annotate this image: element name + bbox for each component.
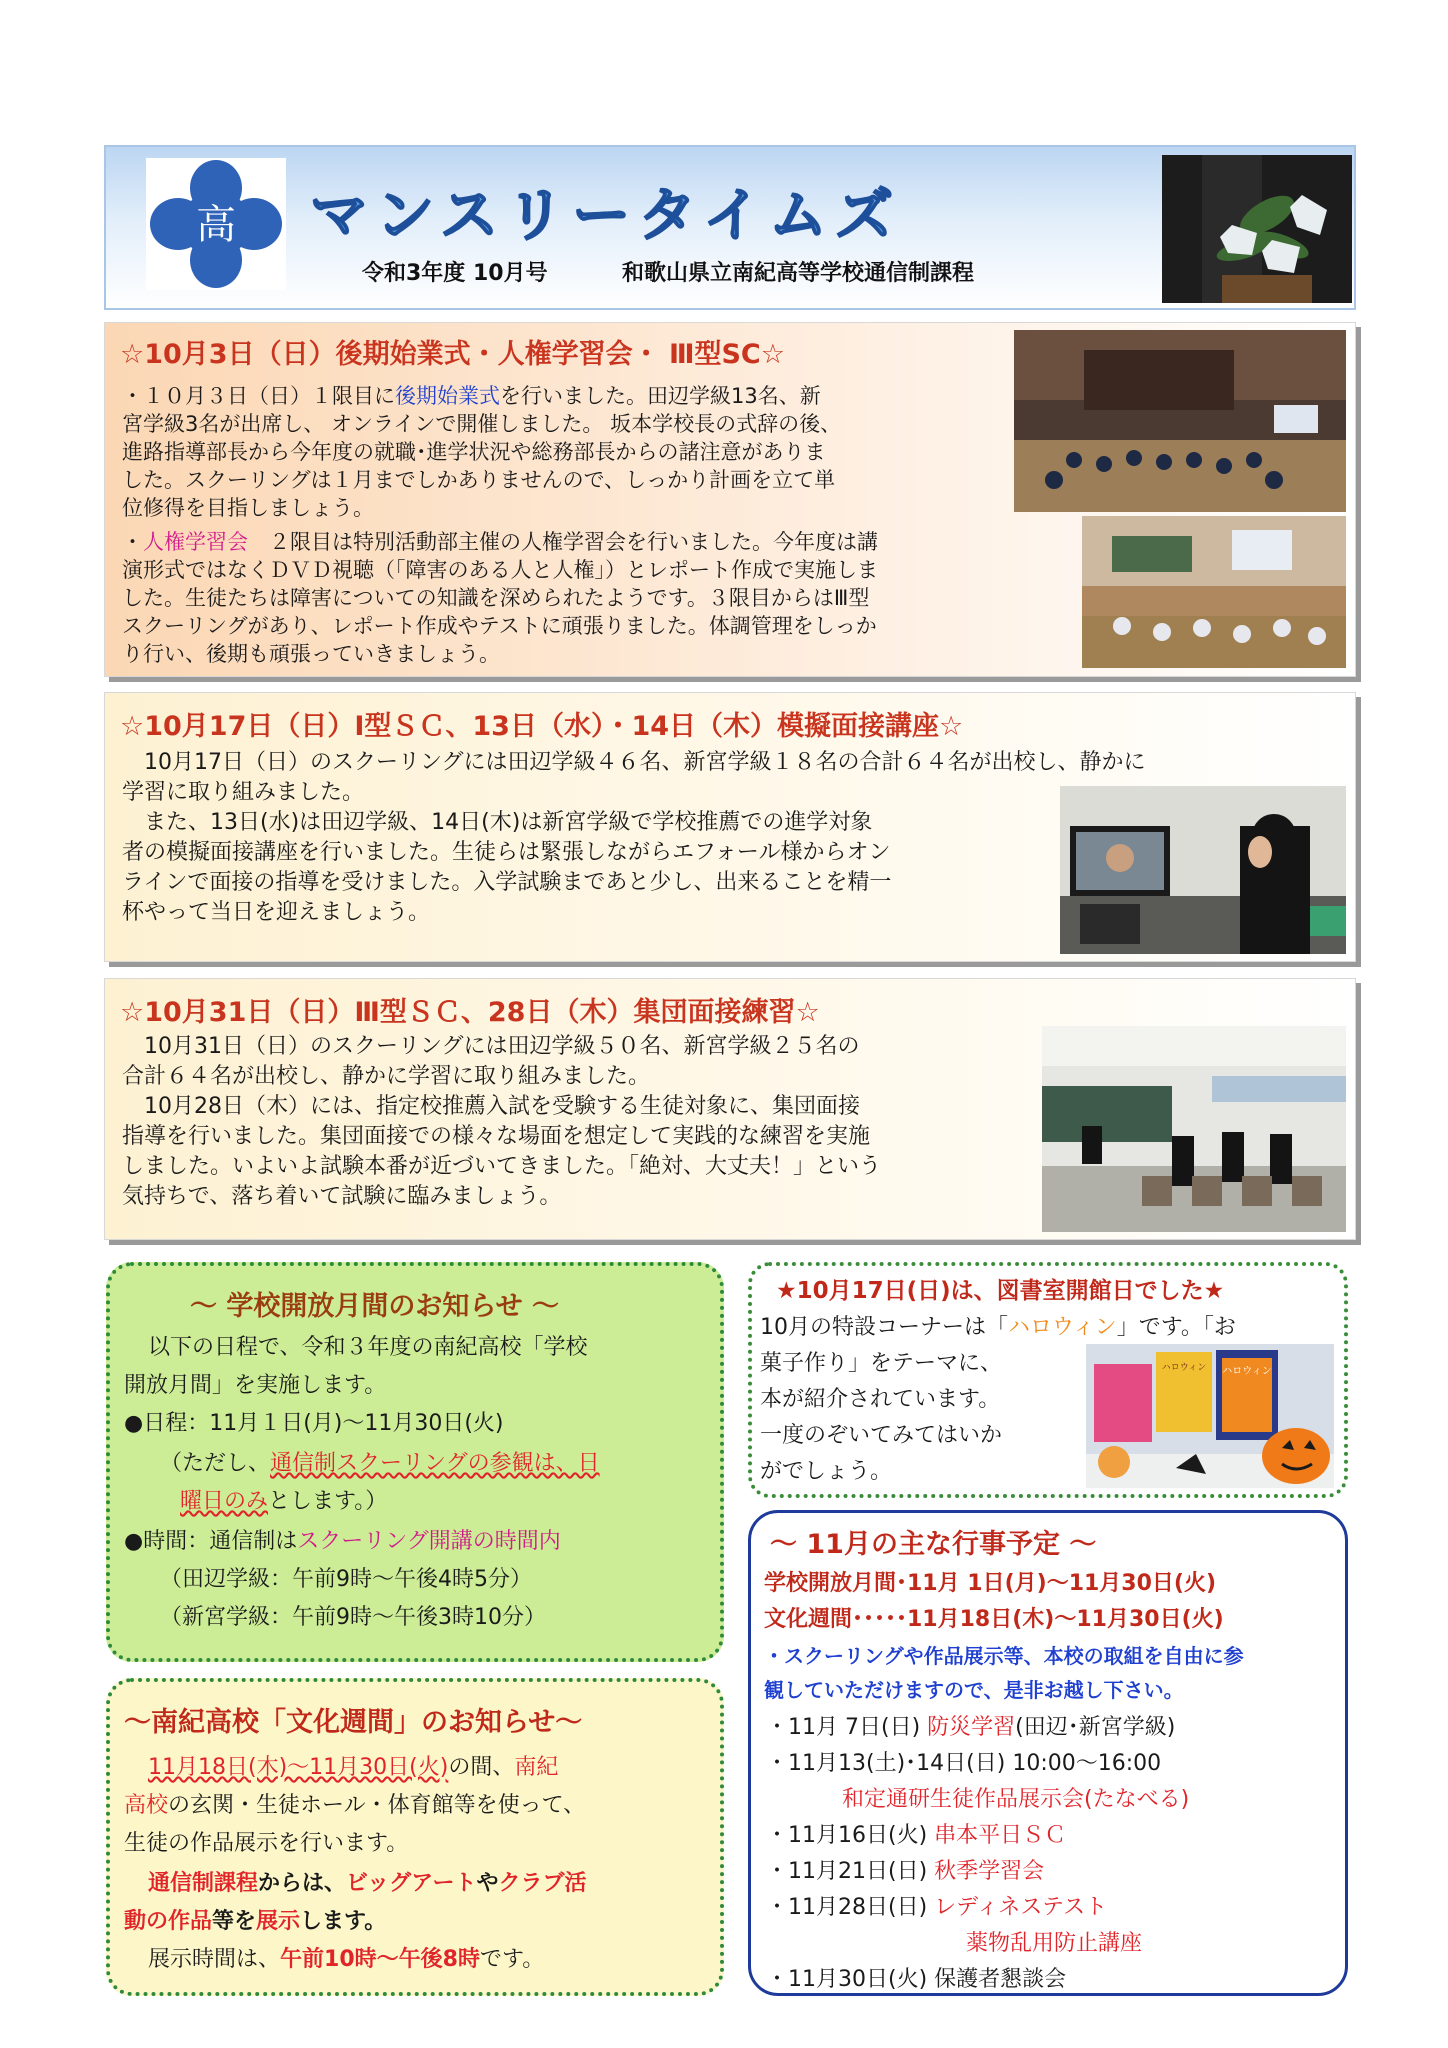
text: です。 [479, 1947, 545, 1972]
event-date: ・11月13(土)･14日(日) [766, 1751, 1006, 1776]
event-item [766, 1890, 1107, 1921]
event-name: 秋季学習会 [934, 1859, 1045, 1884]
text: からは、 [258, 1871, 347, 1896]
open-month-range: 学校開放月間･11月 1日(月)～11月30日(火) [764, 1571, 1217, 1596]
event-item [966, 1926, 1142, 1957]
highlight-text: 展示 [256, 1909, 301, 1934]
text: 等を [212, 1909, 257, 1934]
library-text: 一度のぞいてみてはいか [760, 1423, 1003, 1448]
notice-text [148, 1942, 544, 1973]
online-interview-photo [1060, 786, 1346, 954]
time-line [124, 1524, 561, 1555]
text: 10月17日（日）のスクーリングには田辺学級４６名、新宮学級１８名の合計６４名が出校し、静かに [122, 750, 1146, 775]
event-date: ・11月21日(日) [766, 1859, 928, 1884]
highlight-text: 南紀 [514, 1755, 559, 1780]
classroom-interview-photo [1042, 1026, 1346, 1232]
events-note: ・スクーリングや作品展示等、本校の取組を自由に参 [764, 1644, 1244, 1668]
emblem-char: 高 [196, 202, 236, 248]
notice-text [124, 1904, 386, 1935]
event-item [766, 1854, 1044, 1885]
library-text: 菓子作り」をテーマに、 [760, 1351, 1003, 1376]
library-text: 本が紹介されています。 [760, 1387, 1001, 1412]
tanabe-hours: （田辺学級：午前9時～午後4時5分） [160, 1567, 532, 1592]
text: スクーリングがあり、レポート作成やテストに頑張りました。体調管理をしっか [122, 614, 877, 638]
event-name: 串本平日ＳＣ [934, 1823, 1067, 1848]
text: 合計６４名が出校し、静かに学習に取り組みました。 [122, 1064, 651, 1089]
text: 10月31日（日）のスクーリングには田辺学級５０名、新宮学級２５名の [122, 1034, 860, 1059]
box-title: ～ 学校開放月間のお知らせ ～ [190, 1291, 559, 1322]
notice-text [148, 1866, 587, 1897]
book-cover-text: ハロウィン [1161, 1363, 1207, 1373]
text: 10月の特設コーナーは「 [760, 1315, 1008, 1340]
section-paragraph [122, 382, 1000, 522]
highlight-text: 高校 [124, 1793, 169, 1818]
note-line [180, 1484, 387, 1515]
event-date: ・11月30日(火) [766, 1967, 928, 1992]
highlight-text: ビッグアート [346, 1871, 477, 1896]
shingu-hours: （新宮学級：午前9時～午後3時10分） [160, 1605, 546, 1630]
text: り行い、後期も頑張っていきましょう。 [122, 642, 500, 666]
highlight-text: 11月18日(木)～11月30日(火) [148, 1755, 449, 1780]
event-name: 防災学習 [927, 1715, 1016, 1740]
text: ２限目は特別活動部主催の人権学習会を行いました。今年度は講 [248, 530, 878, 554]
event-item [766, 1962, 1066, 1993]
text: 進路指導部長から今年度の就職･進学状況や総務部長からの諸注意がありま [122, 440, 826, 464]
section-title: ☆10月17日（日）Ⅰ型ＳＣ、13日（水）・14日（木）模擬面接講座☆ [120, 711, 964, 742]
events-note: 観していただけますので、是非お越し下さい。 [764, 1678, 1184, 1702]
event-item [766, 1710, 1175, 1741]
section-title: ☆10月31日（日）Ⅲ型ＳＣ、28日（木）集団面接練習☆ [120, 997, 820, 1028]
highlight-text: ハロウィン [1008, 1315, 1117, 1340]
event-item [766, 1746, 1161, 1777]
text: を行いました。田辺学級13名、新 [500, 384, 821, 408]
school-emblem [146, 158, 286, 290]
text: します。 [300, 1909, 387, 1934]
text: した。生徒たちは障害についての知識を深められたようです。３限目からはⅢ型 [122, 586, 870, 610]
event-name: レディネステスト [934, 1895, 1108, 1920]
text: ・ [122, 530, 143, 554]
text: 演形式ではなくＤＶＤ視聴（「障害のある人と人権」）とレポート作成で実施しま [122, 558, 878, 582]
event-name: 和定通研生徒作品展示会(たなべる) [842, 1787, 1190, 1812]
notice-text: 生徒の作品展示を行います。 [124, 1831, 409, 1856]
event-date: ・11月28日(日) [766, 1895, 928, 1920]
text: 10月28日（木）には、指定校推薦入試を受験する生徒対象に、集団面接 [122, 1094, 860, 1119]
text: ・１０月３日（日）１限目に [122, 384, 395, 408]
event-extra: (田辺･新宮学級) [1015, 1715, 1176, 1740]
section-title: ☆10月3日（日）後期始業式・人権学習会・ Ⅲ型SC☆ [120, 339, 785, 370]
plant-photo [1162, 155, 1352, 303]
highlight-text: スクーリング開講の時間内 [297, 1529, 561, 1554]
highlight-text: 曜日のみ [180, 1489, 269, 1514]
section-paragraph [122, 528, 1082, 668]
section-paragraph [122, 1032, 1042, 1212]
page-title: マンスリータイムズ [310, 181, 902, 249]
event-date: ・11月16日(火) [766, 1823, 928, 1848]
text: また、13日(水)は田辺学級、14日(木)は新宮学級で学校推薦での進学対象 [122, 810, 873, 835]
event-date: ・11月 7日(日) [766, 1715, 921, 1740]
highlight-text: 動の作品 [124, 1909, 213, 1934]
dvd-viewing-photo [1082, 516, 1346, 668]
notice-text [148, 1750, 558, 1781]
note-line [160, 1446, 600, 1477]
text: 学習に取り組みました。 [122, 780, 365, 805]
halloween-display-photo [1086, 1344, 1334, 1488]
library-text: がでしょう。 [760, 1459, 893, 1484]
text: 位修得を目指しましょう。 [122, 496, 374, 520]
text: の間、 [448, 1755, 515, 1780]
event-item [842, 1782, 1189, 1813]
box-title: ～南紀高校「文化週間」のお知らせ～ [124, 1707, 583, 1738]
culture-week-range: 文化週間･････11月18日(木)～11月30日(火) [764, 1607, 1224, 1632]
library-text [760, 1310, 1236, 1341]
text: 宮学級3名が出席し、 オンラインで開催しました。 坂本学校長の式辞の後、 [122, 412, 842, 436]
event-item [766, 1818, 1066, 1849]
text: 」です。「お [1116, 1315, 1236, 1340]
text: ●時間：通信制は [124, 1529, 298, 1554]
highlight-text: 後期始業式 [395, 384, 500, 408]
text: 杯やって当日を迎えましょう。 [122, 900, 431, 925]
text: しました。いよいよ試験本番が近づいてきました。「絶対、大丈夫！」という [122, 1154, 882, 1179]
highlight-text: 人権学習会 [143, 530, 248, 554]
text: 者の模擬面接講座を行いました。生徒らは緊張しながらエフォール様からオン [122, 840, 891, 865]
box-title: ★10月17日(日)は、図書室開館日でした★ [776, 1278, 1225, 1304]
schedule-line: ●日程：11月１日(月)～11月30日(火) [124, 1411, 504, 1436]
text: ラインで面接の指導を受けました。入学試験まであと少し、出来ることを精一 [122, 870, 892, 895]
book-cover-text: ハロウィン [1222, 1366, 1272, 1377]
text: 気持ちで、落ち着いて試験に臨みましょう。 [122, 1184, 562, 1209]
highlight-text: クラブ活 [498, 1871, 587, 1896]
highlight-text: 通信制課程 [148, 1871, 259, 1896]
event-extra: 保護者懇談会 [934, 1967, 1067, 1992]
notice-text: 以下の日程で、令和３年度の南紀高校「学校 [148, 1335, 588, 1360]
event-name: 薬物乱用防止講座 [966, 1931, 1143, 1956]
highlight-text: 通信制スクーリングの参観は、日 [270, 1451, 600, 1476]
highlight-text: 午前10時～午後8時 [280, 1947, 480, 1972]
text: （ただし、 [160, 1451, 271, 1476]
text: した。スクーリングは１月までしかありませんので、しっかり計画を立て単 [122, 468, 836, 492]
text: 展示時間は、 [148, 1947, 281, 1972]
school-name: 和歌山県立南紀高等学校通信制課程 [622, 261, 975, 286]
gym-ceremony-photo [1014, 330, 1346, 512]
text: とします。） [268, 1489, 388, 1514]
issue-label: 令和3年度 10月号 [362, 261, 548, 286]
text: や [476, 1871, 499, 1896]
event-extra: 10:00～16:00 [1012, 1751, 1162, 1776]
notice-text [124, 1788, 585, 1819]
text: の玄関・生徒ホール・体育館等を使って、 [168, 1793, 586, 1818]
notice-text: 開放月間」を実施します。 [124, 1373, 387, 1398]
box-title: ～ 11月の主な行事予定 ～ [770, 1529, 1097, 1560]
text: 指導を行いました。集団面接での様々な場面を想定して実践的な練習を実施 [122, 1124, 871, 1149]
